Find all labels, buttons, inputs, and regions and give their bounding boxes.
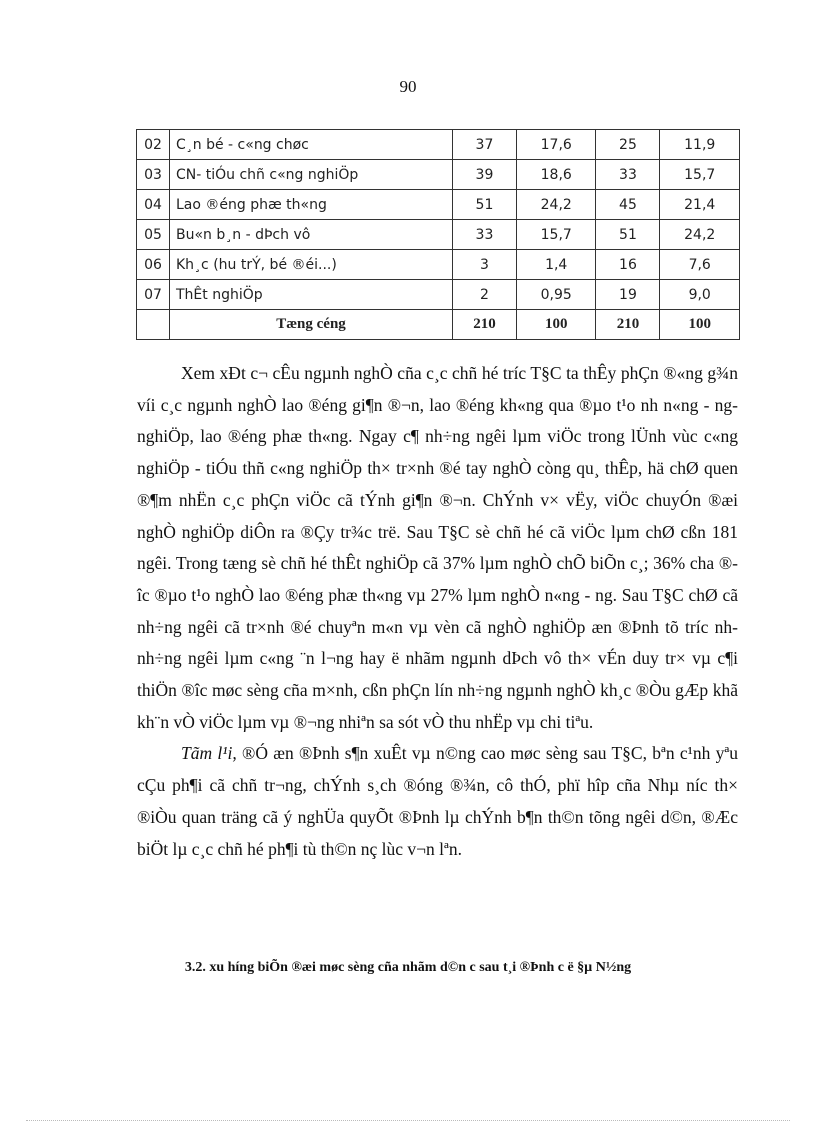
total-before-count: 210 xyxy=(453,310,517,340)
row-before-percent: 18,6 xyxy=(516,160,596,190)
row-before-percent: 24,2 xyxy=(516,190,596,220)
table-row xyxy=(137,280,740,310)
table-row xyxy=(137,190,740,220)
section-heading: 3.2. xu híng biÕn ®æi møc sèng cña nhãm d©n c sau t¸i ®Þnh c ë §µ N½ng xyxy=(184,960,632,975)
table-row xyxy=(137,160,740,190)
paragraph-conclusion xyxy=(137,738,738,865)
row-before-percent: 15,7 xyxy=(516,220,596,250)
occupation-table xyxy=(136,129,740,340)
row-code: 05 xyxy=(137,220,170,250)
row-after-count: 16 xyxy=(596,250,660,280)
row-before-percent: 17,6 xyxy=(516,130,596,160)
total-row xyxy=(137,310,740,340)
row-occupation: Kh¸c (hu trÝ, bé ®éi...) xyxy=(170,250,453,280)
row-code: 03 xyxy=(137,160,170,190)
row-after-percent: 11,9 xyxy=(660,130,740,160)
row-code: 04 xyxy=(137,190,170,220)
row-before-count: 3 xyxy=(453,250,517,280)
row-occupation: Lao ®éng phæ th«ng xyxy=(170,190,453,220)
table-row xyxy=(137,130,740,160)
row-after-count: 45 xyxy=(596,190,660,220)
conclusion-lead: Tãm l¹i, xyxy=(181,743,237,764)
row-after-percent: 21,4 xyxy=(660,190,740,220)
row-occupation: CN- tiÓu chñ c«ng nghiÖp xyxy=(170,160,453,190)
row-occupation: ThÊt nghiÖp xyxy=(170,280,453,310)
row-occupation: C¸n bé - c«ng chøc xyxy=(170,130,453,160)
row-code: 07 xyxy=(137,280,170,310)
body-text xyxy=(137,358,738,865)
row-before-count: 2 xyxy=(453,280,517,310)
paragraph-occupation-analysis: Xem xÐt c¬ cÊu ngµnh nghÒ cña c¸c chñ hé tríc T§C ta thÊy phÇn ®«ng g¾n víi c¸c ngµnh nghÒ lao ®éng gi¶n ®¬n, lao ®éng kh«ng qua ®µo t¹o nh n«ng - ng nghiÖp, lao ®éng phæ th«ng. Ngay c¶ nh÷ng ngêi lµm viÖc trong lÜnh vùc c«ng nghiÖp - tiÓu thñ c«ng nghiÖp th× tr×nh ®é tay nghÒ còng qu¸ thÊp, hä chØ quen ®¶m nhËn c¸c phÇn viÖc cã tÝnh gi¶n ®¬n. ChÝnh v× vËy, viÖc chuyÓn ®æi nghÒ nghiÖp diÔn ra ®Çy tr¾c trë. Sau T§C sè chñ hé cã viÖc lµm chØ cßn 181 ngêi. Trong tæng sè chñ hé thÊt nghiÖp cã 37% lµm nghÒ chÕ biÕn c¸; 36% cha ®îc ®µo t¹o nghÒ lao ®éng phæ th«ng vµ 27% lµm nghÒ n«ng - ng. Sau T§C chØ cã nh÷ng ngêi cã tr×nh ®é chuyªn m«n vµ vèn cã nghÒ nghiÖp æn ®Þnh tõ tríc nh nh÷ng ngêi lµm c«ng ¨n l¬ng hay ë nhãm ngµnh dÞch vô th× vÉn duy tr× vµ c¶i thiÖn ®îc møc sèng cña m×nh, cßn phÇn lín nh÷ng ngµnh nghÒ kh¸c ®Òu gÆp khã kh¨n vÒ viÖc lµm vµ ®¬ng nhiªn sa sót vÒ thu nhËp vµ chi tiªu. xyxy=(137,363,738,732)
row-after-count: 51 xyxy=(596,220,660,250)
total-after-count: 210 xyxy=(596,310,660,340)
table-row xyxy=(137,220,740,250)
row-after-percent: 15,7 xyxy=(660,160,740,190)
row-after-percent: 7,6 xyxy=(660,250,740,280)
occupation-table-body xyxy=(137,130,740,340)
row-before-count: 51 xyxy=(453,190,517,220)
row-after-count: 19 xyxy=(596,280,660,310)
row-before-count: 37 xyxy=(453,130,517,160)
row-occupation: Bu«n b¸n - dÞch vô xyxy=(170,220,453,250)
table-row xyxy=(137,250,740,280)
page-number: 90 xyxy=(399,77,417,96)
row-after-count: 33 xyxy=(596,160,660,190)
bottom-divider xyxy=(26,1120,790,1121)
row-before-percent: 1,4 xyxy=(516,250,596,280)
row-code: 06 xyxy=(137,250,170,280)
row-before-count: 39 xyxy=(453,160,517,190)
total-before-percent: 100 xyxy=(516,310,596,340)
row-before-count: 33 xyxy=(453,220,517,250)
row-after-count: 25 xyxy=(596,130,660,160)
row-after-percent: 9,0 xyxy=(660,280,740,310)
conclusion-text: ®Ó æn ®Þnh s¶n xuÊt vµ n©ng cao møc sèng sau T§C, bªn c¹nh yªu cÇu ph¶i cã chñ tr¬ng, chÝnh s¸ch ®óng ®¾n, cô thÓ, phï hîp cña Nhµ níc th× ®iÒu quan träng cã ý nghÜa quyÕt ®Þnh lµ chÝnh b¶n th©n tõng ngêi d©n, ®Æc biÖt lµ c¸c chñ hé ph¶i tù th©n nç lùc v¬n lªn. xyxy=(137,743,739,859)
row-code: 02 xyxy=(137,130,170,160)
total-code xyxy=(137,310,170,340)
row-after-percent: 24,2 xyxy=(660,220,740,250)
total-label: Tæng céng xyxy=(170,310,453,340)
row-before-percent: 0,95 xyxy=(516,280,596,310)
total-after-percent: 100 xyxy=(660,310,740,340)
